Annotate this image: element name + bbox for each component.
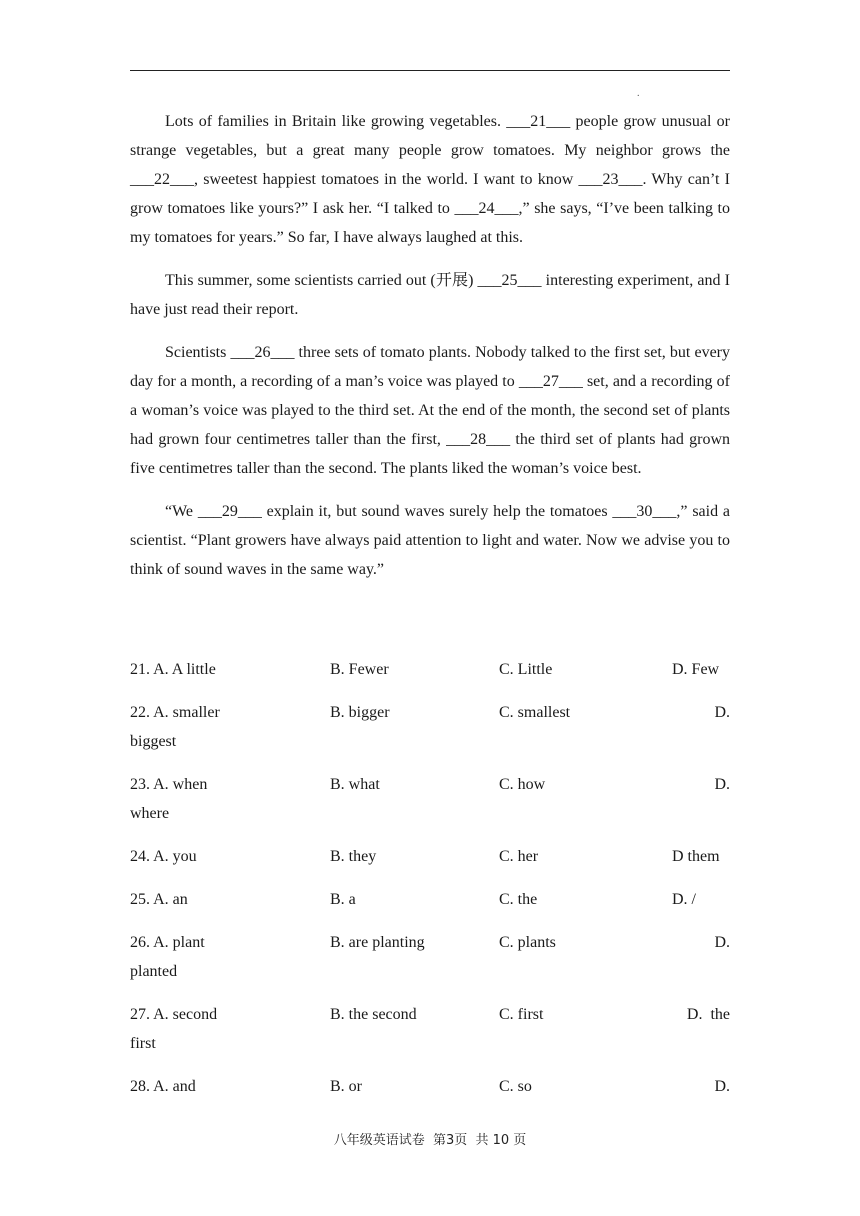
passage-paragraph-2: This summer, some scientists carried out (开展) ___25___ interesting experiment, and I have just read their report.	[130, 272, 730, 318]
question-27	[130, 1000, 730, 1058]
option-d-text: first	[130, 1035, 156, 1052]
option-c: C. Little	[499, 661, 553, 678]
option-a: 27. A. second	[130, 1006, 218, 1023]
option-d-text: where	[130, 805, 170, 822]
option-b: B. the second	[330, 1006, 417, 1023]
passage-paragraph-4: “We ___29___ explain it, but sound waves surely help the tomatoes ___30___,” said a scientist. “Plant growers have always paid attention to light and water. Now we advise you to think of sound waves in the same way.”	[130, 503, 730, 578]
option-d: D.	[714, 776, 730, 793]
passage-paragraph-3: Scientists ___26___ three sets of tomato plants. Nobody talked to the first set, but every day for a month, a recording of a man’s voice was played to ___27___ set, and a recording of a woman’s voice was played to the third set. At the end of the month, the second set of plants had grown four centimetres taller than the first, ___28___ the third set of plants had grown five centimetres taller than the second. The plants liked the woman’s voice best.	[130, 344, 730, 477]
option-b: B. they	[330, 848, 377, 865]
option-c: C. the	[499, 891, 538, 908]
option-b: B. what	[330, 776, 380, 793]
option-a: 22. A. smaller	[130, 704, 220, 721]
option-c: C. plants	[499, 934, 556, 951]
option-a: 24. A. you	[130, 848, 197, 865]
option-c: C. her	[499, 848, 539, 865]
question-26	[130, 928, 730, 986]
option-a: 21. A. A little	[130, 661, 216, 678]
option-d: D.	[714, 934, 730, 951]
question-24	[130, 842, 730, 871]
header-mark: .	[637, 88, 640, 99]
option-d: D.	[714, 1078, 730, 1095]
option-c: C. so	[499, 1078, 532, 1095]
option-d: D. Few	[672, 661, 720, 678]
reading-passage	[130, 107, 730, 598]
option-d: D them	[672, 848, 720, 865]
option-b: B. a	[330, 891, 356, 908]
option-a: 23. A. when	[130, 776, 208, 793]
option-a: 28. A. and	[130, 1078, 196, 1095]
option-c: C. first	[499, 1006, 544, 1023]
question-28	[130, 1072, 730, 1101]
question-22	[130, 698, 730, 756]
page-footer: 八年级英语试卷 第3页 共 10 页	[333, 1133, 527, 1148]
option-b: B. are planting	[330, 934, 425, 951]
option-b: B. bigger	[330, 704, 390, 721]
option-a: 26. A. plant	[130, 934, 205, 951]
option-b: B. Fewer	[330, 661, 389, 678]
passage-paragraph-1: Lots of families in Britain like growing vegetables. ___21___ people grow unusual or strange vegetables, but a great many people grow tomatoes. My neighbor grows the ___22___, sweetest happiest tomatoes in the world. I want to know ___23___. Why can’t I grow tomatoes like yours?” I ask her. “I talked to ___24___,” she says, “I’ve been talking to my tomatoes for years.” So far, I have always laughed at this.	[130, 113, 730, 246]
option-d: D.	[714, 704, 730, 721]
option-d: D. the	[686, 1006, 730, 1023]
option-c: C. smallest	[499, 704, 571, 721]
question-21	[130, 655, 730, 684]
option-c: C. how	[499, 776, 546, 793]
answer-options	[130, 655, 730, 1115]
question-25	[130, 885, 730, 914]
question-23	[130, 770, 730, 828]
option-d-text: biggest	[130, 733, 177, 750]
option-a: 25. A. an	[130, 891, 188, 908]
option-d: D. /	[672, 891, 696, 908]
option-d-text: planted	[130, 963, 178, 980]
option-b: B. or	[330, 1078, 362, 1095]
header-rule	[130, 70, 730, 71]
